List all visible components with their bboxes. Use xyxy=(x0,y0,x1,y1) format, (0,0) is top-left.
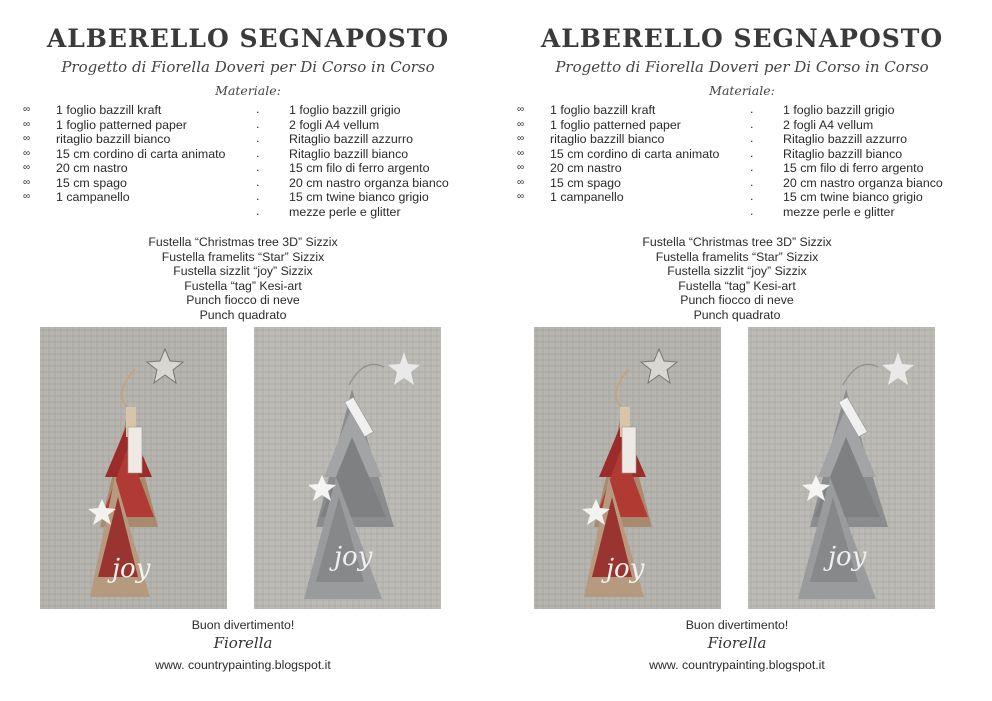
material-item xyxy=(256,205,449,220)
material-item xyxy=(750,132,943,147)
subtitle: Progetto di Fiorella Doveri per Di Corso in Corso xyxy=(555,58,929,76)
material-text: 15 cm cordino di carta animato xyxy=(56,146,226,161)
material-item xyxy=(23,147,225,162)
material-text: mezze perle e glitter xyxy=(783,204,895,219)
infinity-bullet-icon: ∞ xyxy=(23,176,31,188)
tool-item: Fustella sizzlit “joy” Sizzix xyxy=(173,264,313,278)
photo-red-tree xyxy=(40,327,227,609)
material-text: 15 cm twine bianco grigio xyxy=(289,190,429,204)
material-item xyxy=(750,190,943,205)
signature: Fiorella xyxy=(707,634,767,652)
material-text: 20 cm nastro xyxy=(550,161,622,175)
material-item xyxy=(517,132,719,147)
photo-grey-tree xyxy=(748,327,935,609)
materials-list-left xyxy=(517,103,719,205)
dot-bullet: . xyxy=(750,131,754,145)
infinity-bullet-icon: ∞ xyxy=(23,147,31,159)
dot-bullet: . xyxy=(256,160,260,174)
infinity-bullet-icon: ∞ xyxy=(517,104,525,115)
dot-bullet: . xyxy=(256,189,260,203)
material-item xyxy=(750,118,943,133)
dot-bullet: . xyxy=(750,189,754,203)
infinity-bullet-icon: ∞ xyxy=(23,104,31,115)
tool-item: Punch quadrato xyxy=(199,307,287,322)
material-text: ritaglio bazzill bianco xyxy=(550,132,665,146)
flyer-right xyxy=(494,0,990,701)
materials-list-right xyxy=(750,103,943,219)
infinity-bullet-icon: ∞ xyxy=(23,118,31,130)
joy-label: joy xyxy=(334,542,373,572)
material-item xyxy=(750,176,943,191)
infinity-bullet-icon: ∞ xyxy=(517,162,525,173)
material-text: Ritaglio bazzill bianco xyxy=(783,146,903,161)
dot-bullet: . xyxy=(750,203,754,218)
dot-bullet: . xyxy=(256,116,260,131)
tool-item: Fustella “Christmas tree 3D” Sizzix xyxy=(148,235,338,249)
dot-bullet: . xyxy=(750,160,754,174)
page-title: ALBERELLO SEGNAPOSTO xyxy=(46,24,450,53)
material-item xyxy=(256,190,449,205)
material-text: 2 fogli A4 vellum xyxy=(783,117,874,132)
dot-bullet: . xyxy=(750,102,754,116)
material-text: 1 foglio patterned paper xyxy=(550,117,681,132)
material-text: 15 cm twine bianco grigio xyxy=(783,190,923,204)
material-item xyxy=(23,190,225,205)
material-item xyxy=(23,103,225,118)
tool-item: Fustella sizzlit “joy” Sizzix xyxy=(667,264,807,278)
tools-list xyxy=(494,235,980,322)
material-text: Ritaglio bazzill azzurro xyxy=(783,132,907,146)
material-item xyxy=(256,176,449,191)
tool-item: Fustella “tag” Kesi-art xyxy=(678,278,796,293)
tool-item: Punch fiocco di neve xyxy=(680,293,794,307)
material-text: 1 foglio bazzill grigio xyxy=(783,103,895,117)
page-title: ALBERELLO SEGNAPOSTO xyxy=(540,24,944,53)
material-item xyxy=(517,103,719,118)
material-item xyxy=(23,118,225,133)
infinity-bullet-icon: ∞ xyxy=(517,118,525,130)
material-item xyxy=(23,161,225,176)
material-item xyxy=(750,161,943,176)
material-item xyxy=(517,176,719,191)
dot-bullet: . xyxy=(256,131,260,145)
tool-item: Fustella framelits “Star” Sizzix xyxy=(161,249,325,264)
material-item xyxy=(256,103,449,118)
closing-text: Buon divertimento! xyxy=(191,618,295,632)
material-text: Ritaglio bazzill bianco xyxy=(289,146,409,161)
dot-bullet: . xyxy=(750,116,754,131)
material-item xyxy=(750,103,943,118)
material-item xyxy=(750,205,943,220)
photo-grey-tree xyxy=(254,327,441,609)
material-text: 20 cm nastro organza bianco xyxy=(783,175,943,190)
materials-label: Materiale: xyxy=(215,83,281,98)
tool-item: Fustella “tag” Kesi-art xyxy=(184,278,302,293)
joy-label: joy xyxy=(828,542,867,572)
material-item xyxy=(750,147,943,162)
infinity-bullet-icon: ∞ xyxy=(517,147,525,159)
material-item xyxy=(256,161,449,176)
material-text: ritaglio bazzill bianco xyxy=(56,132,171,146)
material-text: Ritaglio bazzill azzurro xyxy=(289,132,413,146)
material-text: 20 cm nastro xyxy=(56,161,128,175)
infinity-bullet-icon: ∞ xyxy=(517,133,525,144)
material-item xyxy=(23,132,225,147)
infinity-bullet-icon: ∞ xyxy=(517,176,525,188)
material-item xyxy=(517,118,719,133)
material-text: 15 cm filo di ferro argento xyxy=(783,161,924,175)
material-text: mezze perle e glitter xyxy=(289,204,401,219)
material-text: 2 fogli A4 vellum xyxy=(289,117,380,132)
material-text: 1 campanello xyxy=(56,190,130,204)
dot-bullet: . xyxy=(256,102,260,116)
dot-bullet: . xyxy=(750,145,754,160)
material-text: 1 foglio bazzill kraft xyxy=(56,103,162,117)
subtitle: Progetto di Fiorella Doveri per Di Corso in Corso xyxy=(61,58,435,76)
infinity-bullet-icon: ∞ xyxy=(23,162,31,173)
material-text: 1 foglio bazzill kraft xyxy=(550,103,656,117)
material-text: 1 campanello xyxy=(550,190,624,204)
material-text: 15 cm spago xyxy=(550,175,621,190)
material-item xyxy=(256,118,449,133)
tool-item: Punch fiocco di neve xyxy=(186,293,300,307)
website-link[interactable]: www. countrypainting.blogspot.it xyxy=(155,658,331,672)
photo-red-tree xyxy=(534,327,721,609)
materials-label: Materiale: xyxy=(709,83,775,98)
signature: Fiorella xyxy=(213,634,273,652)
material-text: 20 cm nastro organza bianco xyxy=(289,175,449,190)
joy-label: joy xyxy=(112,554,151,584)
dot-bullet: . xyxy=(256,203,260,218)
materials-list-left xyxy=(23,103,225,205)
material-item xyxy=(517,161,719,176)
infinity-bullet-icon: ∞ xyxy=(23,133,31,144)
tool-item: Fustella “Christmas tree 3D” Sizzix xyxy=(642,235,832,249)
material-item xyxy=(517,147,719,162)
dot-bullet: . xyxy=(256,145,260,160)
website-link[interactable]: www. countrypainting.blogspot.it xyxy=(649,658,825,672)
dot-bullet: . xyxy=(750,174,754,189)
material-text: 15 cm spago xyxy=(56,175,127,190)
material-item xyxy=(256,132,449,147)
material-text: 1 foglio patterned paper xyxy=(56,117,187,132)
material-text: 15 cm cordino di carta animato xyxy=(550,146,720,161)
joy-label: joy xyxy=(606,554,645,584)
material-text: 1 foglio bazzill grigio xyxy=(289,103,401,117)
tool-item: Fustella framelits “Star” Sizzix xyxy=(655,249,819,264)
materials-list-right xyxy=(256,103,449,219)
material-item xyxy=(256,147,449,162)
infinity-bullet-icon: ∞ xyxy=(517,191,525,202)
closing-text: Buon divertimento! xyxy=(685,618,789,632)
infinity-bullet-icon: ∞ xyxy=(23,191,31,202)
dot-bullet: . xyxy=(256,174,260,189)
material-item xyxy=(23,176,225,191)
material-text: 15 cm filo di ferro argento xyxy=(289,161,430,175)
tool-item: Punch quadrato xyxy=(693,307,781,322)
material-item xyxy=(517,190,719,205)
tools-list xyxy=(0,235,486,322)
